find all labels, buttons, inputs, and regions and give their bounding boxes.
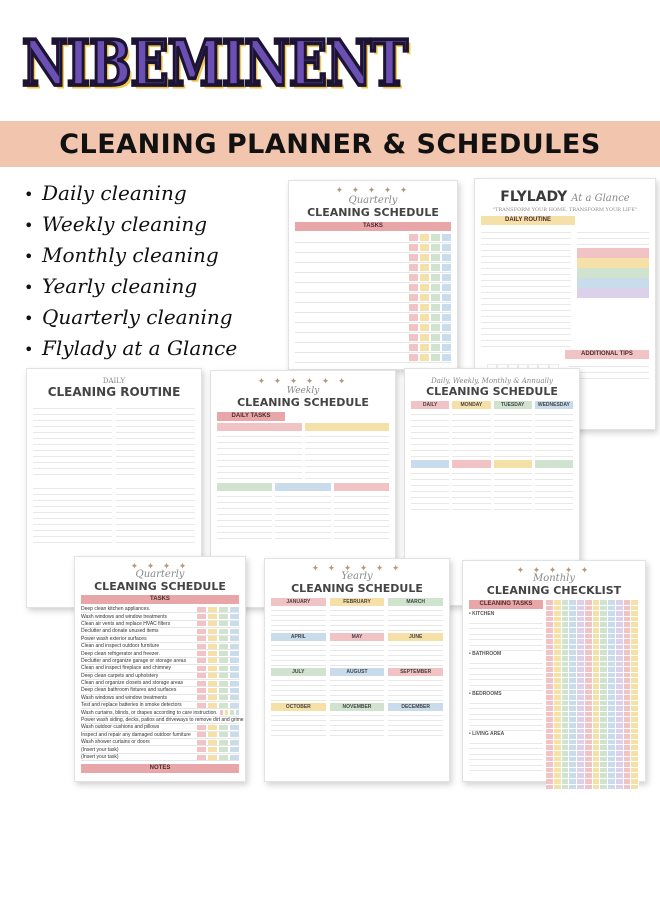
feature-list xyxy=(24,178,237,364)
table-row: Test and replace batteries in smoke detectors xyxy=(81,702,239,709)
month-block: FEBRUARY xyxy=(330,598,385,631)
list-item: • Weekly cleaning xyxy=(24,212,208,236)
table-row: Clean and organize closets and storage areas xyxy=(81,680,239,687)
table-row: Deep clean kitchen appliances. xyxy=(81,606,239,613)
doc-quarterly-large: ✦ ✦ ✦ ✦ Quarterly CLEANING SCHEDULE TASKS Deep clean kitchen appliances. Wash windows and window treatments Clean air vents and replace HVAC filters Declutter and donate unused items Power wash exterior surfaces Clean and inspect outdoor furniture Deep clean refrigerator and freezer. Declutter and organize garage or storage areas Clean and inspect fireplace and chimney Deep clean carpets and upholstery Clean and organize closets and storage areas Deep clean bathroom fixtures and surfaces Wash windows and window treatments Test and replace batteries in smoke detectors Wash curtains, blinds, or drapes according to care instruction. Power wash siding, decks, patios and driveways to remove dirt and grime Wash outdoor cushions and pillows Inspect and repair any damaged outdoor furniture Wash shower curtains or doors (Insert your task) (Insert your task) NOTES xyxy=(74,556,246,782)
doc-daily-routine: DAILY CLEANING ROUTINE xyxy=(26,368,202,608)
area-heading: • KITCHEN xyxy=(469,611,495,617)
table-row: Wash curtains, blinds, or drapes according to care instruction. xyxy=(81,709,239,716)
page-title: CLEANING PLANNER & SCHEDULES xyxy=(59,128,601,160)
list-item: • Monthly cleaning xyxy=(24,243,219,267)
doc-flylady: FLYLADY At a Glance "TRANSFORM YOUR HOME, TRANSFORM YOUR LIFE" DAILY ROUTINE ADDITIONAL TIPS xyxy=(474,178,656,430)
month-block: JANUARY xyxy=(271,598,326,631)
month-block: JUNE xyxy=(388,633,443,666)
area-heading: • BATHROOM xyxy=(469,651,502,657)
doc-monthly-checklist: ✦ ✦ ✦ ✦ ✦ Monthly CLEANING CHECKLIST CLEANING TASKS • KITCHEN • BATHROOM • BEDROOMS • LIVING AREA xyxy=(462,560,646,782)
table-row: Clean and inspect outdoor furniture xyxy=(81,643,239,650)
table-row: Power wash exterior surfaces xyxy=(81,636,239,643)
area-list xyxy=(469,611,543,771)
area-heading: • BEDROOMS xyxy=(469,691,502,697)
month-block: OCTOBER xyxy=(271,703,326,736)
brand-name: NIBEMINENT xyxy=(22,26,407,100)
table-row: Deep clean bathroom fixtures and surfaces xyxy=(81,687,239,694)
table-row: Power wash siding, decks, patios and driveways to remove dirt and grime xyxy=(81,717,244,724)
month-block: AUGUST xyxy=(330,668,385,701)
decor-icons: ✦ ✦ ✦ ✦ ✦ ✦ xyxy=(311,563,403,573)
decor-icons: ✦ ✦ ✦ ✦ xyxy=(130,561,190,571)
table-row: Wash windows and window treatments xyxy=(81,613,239,620)
month-block: NOVEMBER xyxy=(330,703,385,736)
table-row: (Insert your task) xyxy=(81,746,239,753)
doc-quarterly-small: ✦ ✦ ✦ ✦ ✦ Quarterly CLEANING SCHEDULE TASKS xyxy=(288,180,458,370)
table-row: Inspect and repair any damaged outdoor furniture xyxy=(81,732,239,739)
month-block: JULY xyxy=(271,668,326,701)
table-row: Deep clean carpets and upholstery xyxy=(81,673,239,680)
table-row: Wash shower curtains or doors xyxy=(81,739,239,746)
table-row: Declutter and donate unused items xyxy=(81,628,239,635)
doc-weekly-schedule: ✦ ✦ ✦ ✦ ✦ ✦ Weekly CLEANING SCHEDULE DAILY TASKS xyxy=(210,370,396,608)
table-row: Wash windows and window treatments xyxy=(81,695,239,702)
doc-yearly-schedule: ✦ ✦ ✦ ✦ ✦ ✦ Yearly CLEANING SCHEDULE JANUARY FEBRUARY MARCH APRIL MAY JUNE JULY AUGUST SEPTEMBER OCTOBER NOVEMBER DECEMBER xyxy=(264,558,450,782)
month-block: DECEMBER xyxy=(388,703,443,736)
table-row: Wash outdoor cushions and pillows xyxy=(81,724,239,731)
table-row: Declutter and organize garage or storage areas xyxy=(81,658,239,665)
table-row: (Insert your task) xyxy=(81,754,239,761)
area-heading: • LIVING AREA xyxy=(469,731,505,737)
task-list xyxy=(75,606,245,761)
month-grid xyxy=(271,598,443,736)
table-row: Deep clean refrigerator and freezer. xyxy=(81,650,239,657)
brand-logo xyxy=(22,26,407,100)
list-item: • Yearly cleaning xyxy=(24,274,198,298)
month-block: APRIL xyxy=(271,633,326,666)
table-row: Clean air vents and replace HVAC filters xyxy=(81,621,239,628)
list-item: • Quarterly cleaning xyxy=(24,305,233,329)
month-block: MAY xyxy=(330,633,385,666)
checklist-grid xyxy=(546,600,639,790)
title-banner xyxy=(0,121,660,167)
month-block: MARCH xyxy=(388,598,443,631)
doc-dwma-schedule: Daily, Weekly, Monthly & Annually CLEANING SCHEDULE DAILY MONDAY TUESDAY WEDNESDAY xyxy=(404,368,580,606)
table-row: Clean and inspect fireplace and chimney xyxy=(81,665,239,672)
month-block: SEPTEMBER xyxy=(388,668,443,701)
list-item: • Daily cleaning xyxy=(24,181,187,205)
decor-icons: ✦ ✦ ✦ ✦ ✦ ✦ xyxy=(257,376,349,386)
decor-icons: ✦ ✦ ✦ ✦ ✦ xyxy=(335,185,411,195)
list-item: • Flylady at a Glance xyxy=(24,336,238,360)
decor-icons: ✦ ✦ ✦ ✦ ✦ xyxy=(516,565,592,575)
